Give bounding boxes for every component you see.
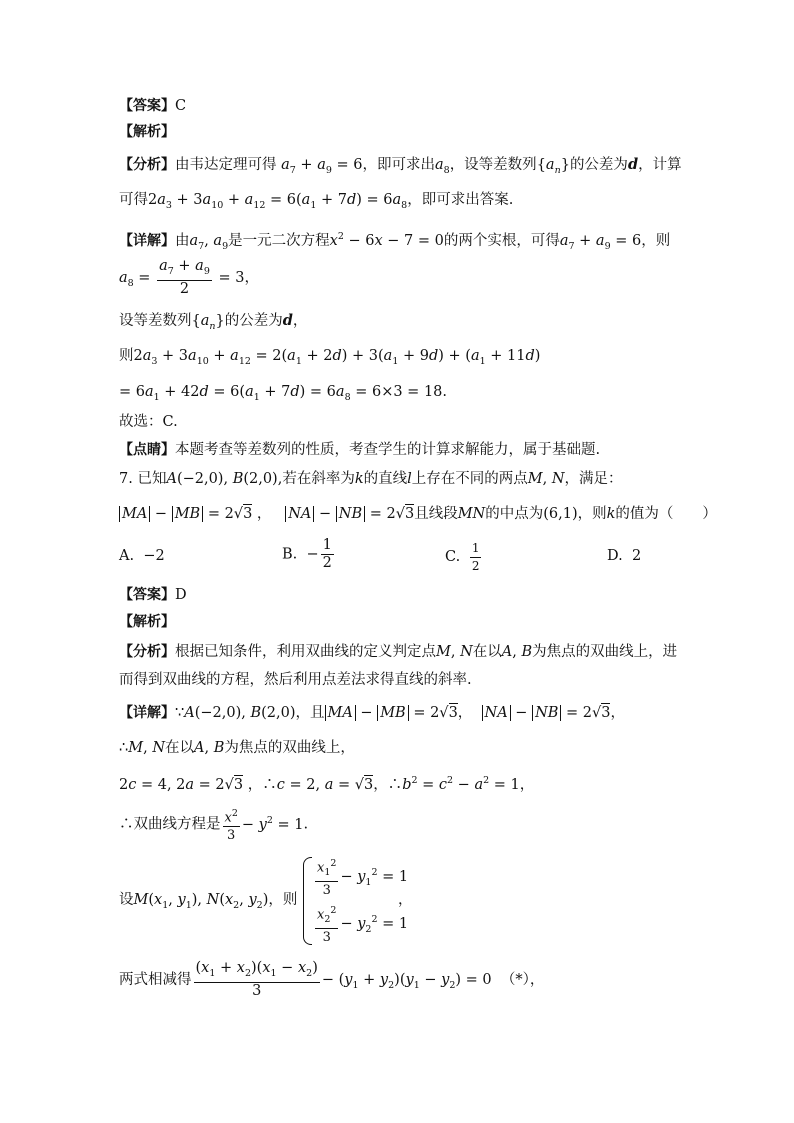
xiangjie-line-1-q7: 【详解】∵A(−2,0), B(2,0)，且 MA − MB = 2√3， NA − NB = 2√3， xyxy=(119,705,625,721)
guxuan-line-q6 xyxy=(119,412,178,432)
text: 为焦点的双曲线上，进 xyxy=(532,644,678,660)
option-a[interactable] xyxy=(119,546,165,566)
text: ，∴ xyxy=(247,776,277,793)
text: 在以 xyxy=(472,644,502,660)
system-brace xyxy=(303,857,312,945)
xiangjie-tag: 【详解】 xyxy=(119,705,175,721)
text: ， xyxy=(244,269,259,286)
text: 设 xyxy=(119,892,134,908)
text: ,若在斜率为 xyxy=(277,471,355,487)
text: ∵ xyxy=(175,705,185,721)
text: 且线段 xyxy=(414,506,458,522)
q7-stem-line-1: 7. 已知A(−2,0), B(2,0),若在斜率为k的直线l上存在不同的两点M, N，满足： xyxy=(119,471,623,487)
text: ，且 xyxy=(295,705,325,721)
text: 本题考查等差数列的性质，考查学生的计算求解能力，属于基础题. xyxy=(175,442,601,458)
analysis-tag: 【解析】 xyxy=(119,614,175,630)
text: ，即可求出 xyxy=(362,157,435,173)
fenxi-tag: 【分析】 xyxy=(119,644,175,660)
answer-value: D xyxy=(175,587,187,603)
text: 的中点为 xyxy=(485,506,544,522)
text: ， xyxy=(610,705,625,721)
system-eq-1: $\frac{x_1^2}{3}$ − $y_1^2 = 1$ xyxy=(313,855,408,899)
text: 的两个实根，可得 xyxy=(443,232,560,249)
fenxi-tag: 【分析】 xyxy=(119,157,175,173)
option-b-label: B. xyxy=(282,546,298,563)
xiangjie-line-2-q6: $a_8$ = $\frac{a_7 + a_9}{2}$ = 3， xyxy=(119,258,259,297)
text: 为焦点的双曲线上， xyxy=(224,740,355,756)
text: 则 xyxy=(119,348,134,364)
text: 根据已知条件，利用双曲线的定义判定点 xyxy=(175,644,436,660)
xiangjie-line-3-q6: 设等差数列$\{a_n\}$的公差为d， xyxy=(119,312,308,332)
text: ，则 xyxy=(641,232,671,249)
system-eq-2: $\frac{x_2^2}{3}$ − $y_2^2 = 1$ xyxy=(313,902,408,946)
fenxi-line-2-q7 xyxy=(119,670,472,690)
xiangjie-line-4-q7: ∴双曲线方程是 $\frac{x^2}{3}$ − $y^2 = 1$. xyxy=(119,805,308,844)
xiangjie-tag: 【详解】 xyxy=(119,232,175,249)
text: ， xyxy=(292,313,308,329)
text: 设等差数列 xyxy=(119,313,192,329)
option-b[interactable]: B. − $\frac{1}{2}$ xyxy=(282,537,332,571)
answer-line-q6 xyxy=(119,96,186,116)
text: ∴ xyxy=(119,740,129,756)
text: 7. 已知 xyxy=(119,471,167,487)
option-d[interactable] xyxy=(607,546,641,566)
text: 的公差为 xyxy=(224,313,283,329)
system-comma xyxy=(398,890,413,910)
text: ，∴ xyxy=(373,776,403,793)
answer-tag: 【答案】 xyxy=(119,98,175,114)
fenxi-line-1-q7: 【分析】根据已知条件，利用双曲线的定义判定点M, N在以A, B为焦点的双曲线上，进 xyxy=(119,644,678,660)
text: 是一元二次方程 xyxy=(228,232,330,249)
text: ，满足： xyxy=(564,471,623,487)
fenxi-line-2-q6: 可得$2a_3 + 3a_{10} + a_{12} = 6(a_1 + 7d) = 6a_8$，即可求出答案. xyxy=(119,192,514,211)
text: 的直线 xyxy=(363,471,408,487)
answer-line-q7 xyxy=(119,585,187,605)
text: ，则 xyxy=(577,506,607,522)
option-d-value: 2 xyxy=(631,548,642,564)
text: ，设等差数列 xyxy=(449,157,537,173)
text: ， xyxy=(519,776,535,793)
text: 的值为（ ） xyxy=(615,506,717,522)
option-d-label: D. xyxy=(607,548,623,564)
text: ，计算 xyxy=(638,157,682,173)
xiangjie-line-4-q6: 则$2a_3 + 3a_{10} + a_{12} = 2(a_1 + 2d) + 3(a_1 + 9d) + (a_1 + 11d)$ xyxy=(119,348,541,367)
q7-stem-line-2: MA − MB = 2√3 ， NA − NB = 2√3且线段MN的中点为(6,1)，则k的值为（ ） xyxy=(119,504,717,524)
text: 而得到双曲线的方程，然后利用点差法求得直线的斜率. xyxy=(119,672,472,688)
text: 在以 xyxy=(165,740,194,756)
text: 的公差为 xyxy=(569,157,628,173)
text: 两式相减得 xyxy=(119,971,192,988)
xiangjie-line-6-q7: 两式相减得 $\frac{(x_1 + x_2)(x_1 - x_2)}{3}$ − $(y_1 + y_2)(y_1 - y_2) = 0$ （*）， xyxy=(119,960,545,999)
text: . xyxy=(442,384,448,400)
text: 由韦达定理可得 xyxy=(175,157,277,173)
text: ∴双曲线方程是 xyxy=(119,816,221,833)
text: （*）， xyxy=(500,971,545,988)
text: . xyxy=(303,816,309,833)
answer-tag: 【答案】 xyxy=(119,587,175,603)
text: ，即可求出答案. xyxy=(407,192,514,208)
analysis-tag: 【解析】 xyxy=(119,124,175,140)
text: ， xyxy=(398,892,413,908)
fenxi-line-1-q6: 【分析】由韦达定理可得 $a_7 + a_9 = 6$，即可求出$a_8$，设等差数列$\{a_n\}$的公差为d，计算 xyxy=(119,156,682,176)
text: ， xyxy=(457,705,473,721)
option-c[interactable]: C. $\frac{1}{2}$ xyxy=(445,541,480,573)
xiangjie-line-2-q7: ∴M, N在以A, B为焦点的双曲线上， xyxy=(119,740,355,756)
text: 可得 xyxy=(119,192,148,208)
xiangjie-line-5-q7: 设$M(x_1$, $y_1$), $N(x_2$, $y_2$)，则 xyxy=(119,892,298,911)
text: 上存在不同的两点 xyxy=(411,471,528,487)
analysis-heading-q6 xyxy=(119,122,175,142)
xiangjie-line-1-q6: 【详解】由$a_7$, $a_9$是一元二次方程$x^2 - 6x - 7 = 0$的两个实根，可得$a_7 + a_9 = 6$，则 xyxy=(119,231,671,252)
option-c-label: C. xyxy=(445,549,461,565)
xiangjie-line-5-q6: = $6a_1 + 42d = 6(a_1 + 7d) = 6a_8 = 6\times 3 = 18$. xyxy=(119,384,448,403)
dianjing-tag: 【点睛】 xyxy=(119,442,175,458)
text: 由 xyxy=(175,232,190,249)
option-a-label: A. xyxy=(119,548,135,564)
xiangjie-line-3-q7: 2c = 4, 2a = 2√3 ，∴c = 2, a = √3，$\therefore b^2 = c^2 - a^2 = 1$， xyxy=(119,775,535,793)
answer-value: C xyxy=(175,98,187,114)
dianjing-line-q6 xyxy=(119,440,600,460)
text: 故选：C. xyxy=(119,414,178,430)
analysis-heading-q7 xyxy=(119,612,175,632)
text: ，则 xyxy=(268,892,298,908)
option-a-value: −2 xyxy=(143,548,165,564)
